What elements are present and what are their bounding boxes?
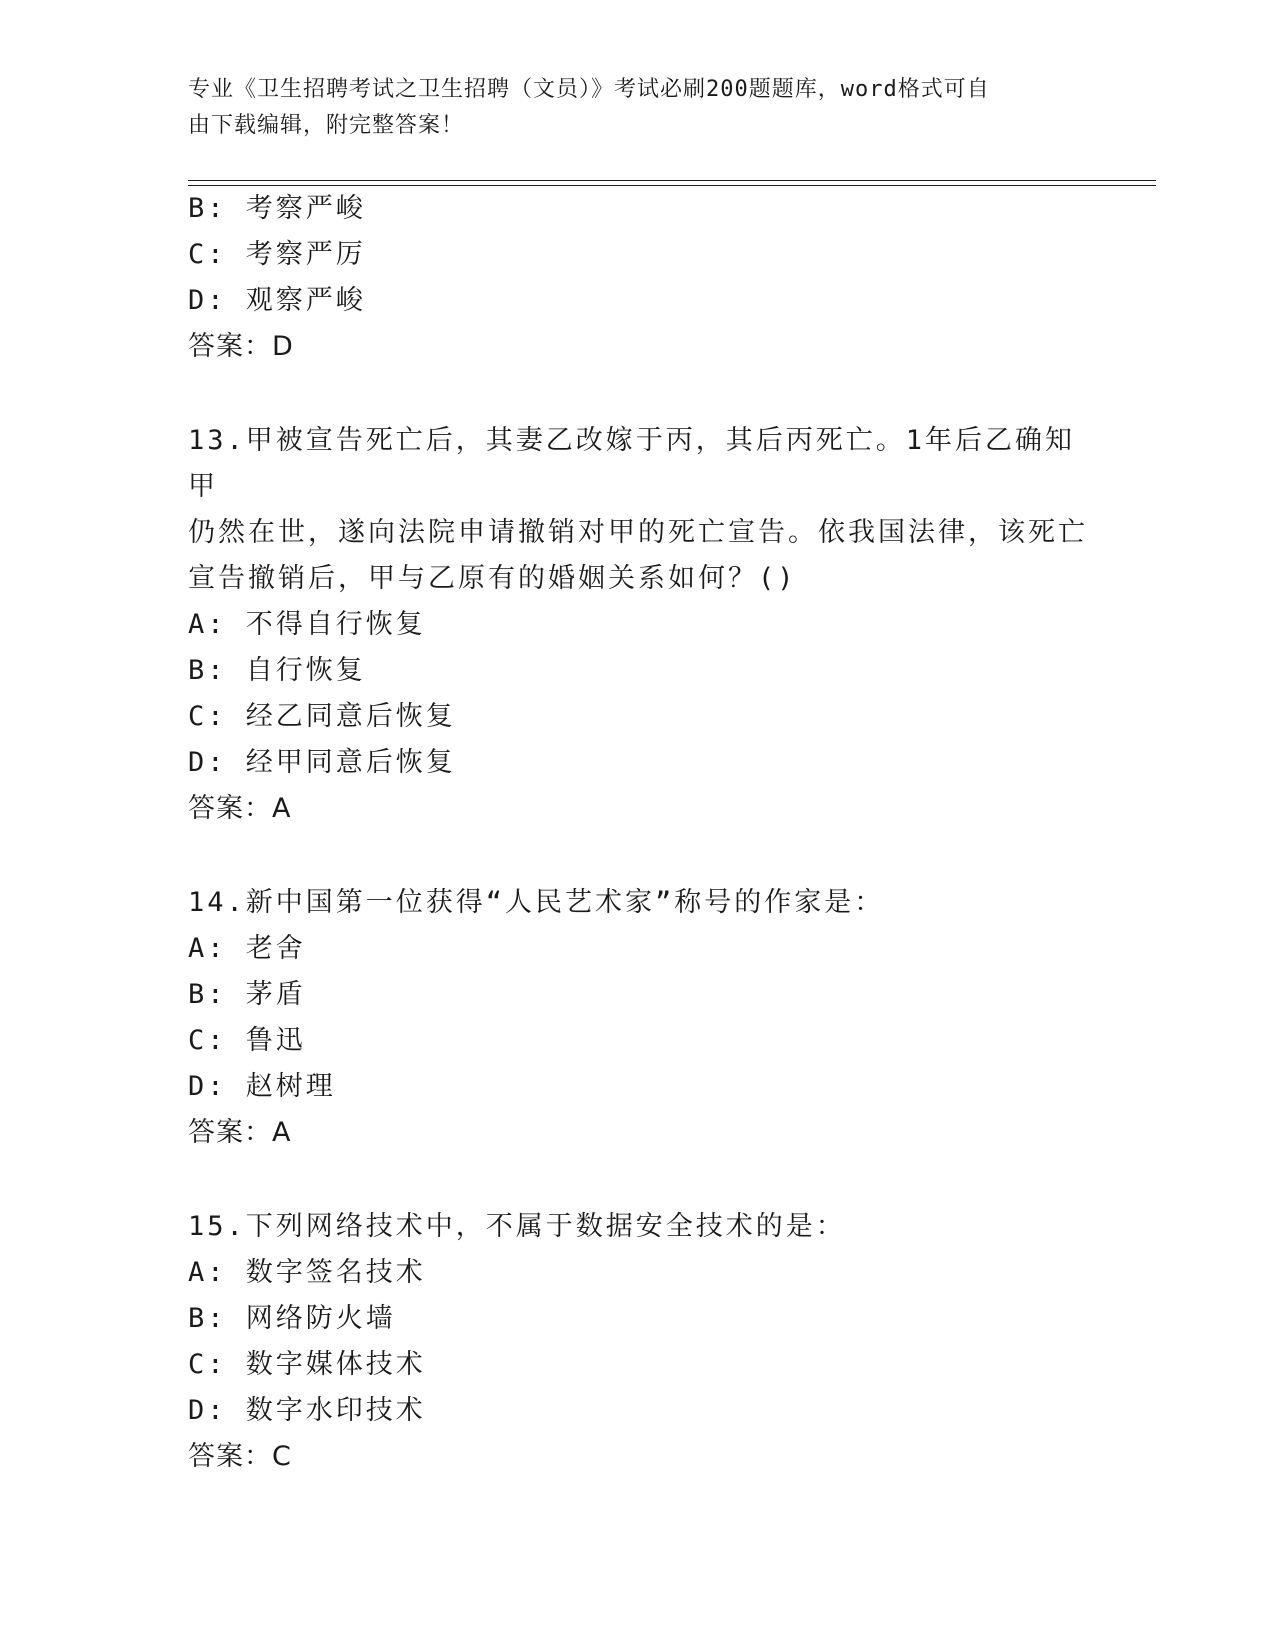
question-block-14 xyxy=(188,880,1088,1156)
document-body xyxy=(188,186,1088,1480)
option-b: B: 自行恢复 xyxy=(188,655,366,686)
question-block-13 xyxy=(188,418,1088,832)
answer-line: 答案：C xyxy=(188,1441,292,1472)
header-title-line-1: 专业《卫生招聘考试之卫生招聘（文员）》考试必刷200题题库，word格式可自 xyxy=(188,77,990,102)
document-header xyxy=(188,72,1068,144)
header-divider-top xyxy=(188,180,1156,181)
question-text-line: 仍然在世，遂向法院申请撤销对甲的死亡宣告。依我国法律，该死亡 xyxy=(188,517,1088,548)
question-block-12-partial xyxy=(188,186,1088,370)
option-a: A: 数字签名技术 xyxy=(188,1257,426,1288)
question-text-line: 14.新中国第一位获得“人民艺术家”称号的作家是： xyxy=(188,887,885,918)
option-d: D: 观察严峻 xyxy=(188,285,366,316)
header-title-line-2: 由下载编辑，附完整答案！ xyxy=(188,113,465,138)
option-b: B: 网络防火墙 xyxy=(188,1303,396,1334)
answer-line: 答案：A xyxy=(188,793,292,824)
option-b: B: 考察严峻 xyxy=(188,193,366,224)
spacer xyxy=(188,370,1088,418)
option-d: D: 经甲同意后恢复 xyxy=(188,747,456,778)
option-c: C: 鲁迅 xyxy=(188,1025,306,1056)
option-b: B: 茅盾 xyxy=(188,979,306,1010)
spacer xyxy=(188,1156,1088,1204)
question-block-15 xyxy=(188,1204,1088,1480)
option-a: A: 不得自行恢复 xyxy=(188,609,426,640)
answer-line: 答案：A xyxy=(188,1117,292,1148)
spacer xyxy=(188,832,1088,880)
option-c: C: 经乙同意后恢复 xyxy=(188,701,456,732)
option-d: D: 数字水印技术 xyxy=(188,1395,426,1426)
question-text-line: 宣告撤销后，甲与乙原有的婚姻关系如何？() xyxy=(188,563,797,594)
option-c: C: 考察严厉 xyxy=(188,239,366,270)
option-a: A: 老舍 xyxy=(188,933,306,964)
question-text-line: 13.甲被宣告死亡后，其妻乙改嫁于丙，其后丙死亡。1年后乙确知甲 xyxy=(188,425,1076,502)
question-text-line: 15.下列网络技术中，不属于数据安全技术的是： xyxy=(188,1211,846,1242)
option-c: C: 数字媒体技术 xyxy=(188,1349,426,1380)
option-d: D: 赵树理 xyxy=(188,1071,336,1102)
answer-line: 答案：D xyxy=(188,331,294,362)
